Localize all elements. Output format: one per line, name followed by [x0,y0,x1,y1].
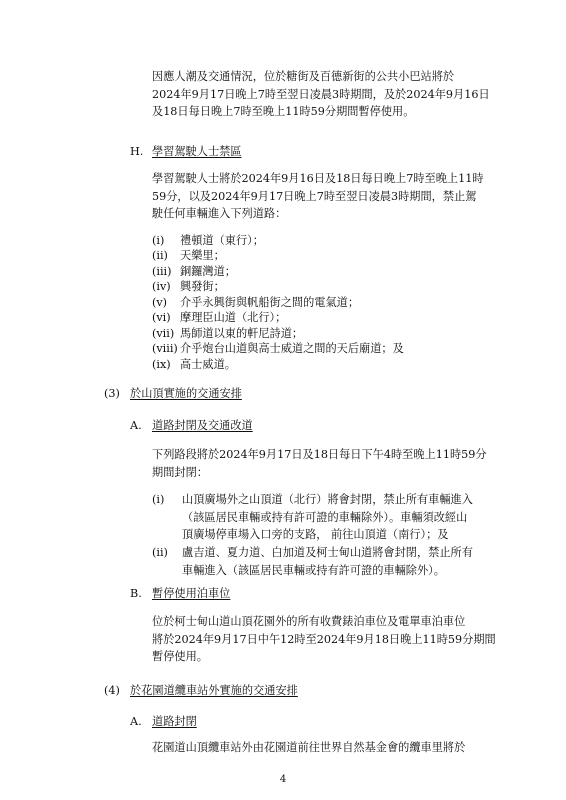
list-item [152,264,236,280]
list-item-number: (ix) [152,358,171,371]
section-3b-heading: 暫停使用泊車位 [152,587,231,600]
list-item-number: (ii) [152,546,168,559]
list-item [152,295,359,311]
section-3-marker: (3) [104,387,120,400]
section-3b-marker: B. [130,587,142,600]
section-3a-line: 期間封閉： [152,465,208,479]
section-4-marker: (4) [104,684,120,697]
section-h-line: 59分，以及2024年9月17日晚上7時至翌日凌晨3時期間，禁止駕 [152,189,477,203]
section-4a-line: 花園道山頂纜車站外由花園道前往世界自然基金會的纜車里將於 [152,741,466,754]
section-h-heading: 學習駕駛人士禁區 [152,145,242,158]
section-4a-paragraph [152,739,465,757]
list-item-text [182,491,473,544]
list-item-line: 山頂廣場外之山頂道（北行）將會封閉，禁止所有車輛進入 [182,493,473,506]
section-3b-line: 暫停使用。 [152,650,208,663]
list-item [152,310,286,326]
list-item-text: 介乎永興街與帆船街之間的電氣道； [180,296,360,309]
section-3a-marker: A. [130,419,142,432]
list-item [152,357,236,373]
list-item-text [182,544,473,579]
list-item-number: (i) [152,234,165,247]
intro-line: 及18日每日晚上7時至晚上11時59分期間暫停使用。 [152,105,415,118]
section-h-line: 駛任何車輛進入下列道路： [152,207,287,220]
list-item-text: 銅鑼灣道； [180,265,236,278]
page-number: 4 [279,774,287,785]
section-3a-paragraph [152,446,487,481]
section-3b-line: 位於柯士甸山道山頂花園外的所有收費錶泊車位及電單車泊車位 [152,615,466,628]
intro-paragraph [152,68,490,121]
section-h-line: 學習駕駛人士將於2024年9月16日及18日每日晚上7時至晚上11時 [152,172,484,185]
intro-line: 2024年9月17日晚上7時至翌日凌晨3時期間，及於2024年9月16日 [152,87,490,101]
list-item-text: 禮頓道（東行）； [180,234,264,247]
list-item-number: (v) [152,296,168,309]
list-item-number: (vi) [152,311,171,324]
section-3a-line: 下列路段將於2024年9月17日及18日每日下午4時至晚上11時59分 [152,448,487,461]
list-item-text: 天樂里； [180,249,225,262]
section-h-marker: H. [130,145,144,158]
list-item [152,341,404,357]
section-3-heading: 於山頂實施的交通安排 [130,387,242,400]
section-4-heading: 於花園道纜車站外實施的交通安排 [130,684,298,697]
list-item-text: 介乎炮台山道與高士威道之間的天后廟道；及 [180,342,404,355]
list-item-line: （該區居民車輛或持有許可證的車輛除外）。車輛須改經山 [182,510,468,524]
section-3b-line: 將於2024年9月17日中午12時至2024年9月18日晚上11時59分期間 [152,632,496,646]
list-item-text: 摩理臣山道（北行）； [180,311,287,324]
section-3a-heading: 道路封閉及交通改道 [152,419,253,432]
list-item-number: (ii) [152,249,168,262]
list-item [152,544,532,582]
list-item [152,248,225,264]
list-item-number: (viii) [152,342,178,355]
section-3b-paragraph [152,613,496,666]
list-item-number: (iii) [152,265,172,278]
intro-line: 因應人潮及交通情況，位於糖街及百德新街的公共小巴站將於 [152,70,455,83]
list-item-number: (vii) [152,327,175,340]
list-item [152,279,225,295]
list-item [152,233,264,249]
list-item-line: 車輛進入（該區居民車輛或持有許可證的車輛除外）。 [182,563,445,577]
section-h-paragraph [152,170,484,223]
list-item-text: 馬師道以東的軒尼詩道； [180,327,304,340]
section-4a-heading: 道路封閉 [152,715,197,728]
list-item-number: (i) [152,493,165,506]
list-item-line: 頂廣場停車場入口旁的支路， 前往山頂道（南行）；及 [182,528,449,541]
list-item [152,491,532,547]
section-4a-marker: A. [130,715,142,728]
list-item-text: 興發街； [180,280,225,293]
list-item-text: 高士威道。 [180,358,236,371]
list-item [152,326,303,342]
list-item-number: (iv) [152,280,171,293]
list-item-line: 盧吉道、夏力道、白加道及柯士甸山道將會封閉，禁止所有 [182,546,473,559]
